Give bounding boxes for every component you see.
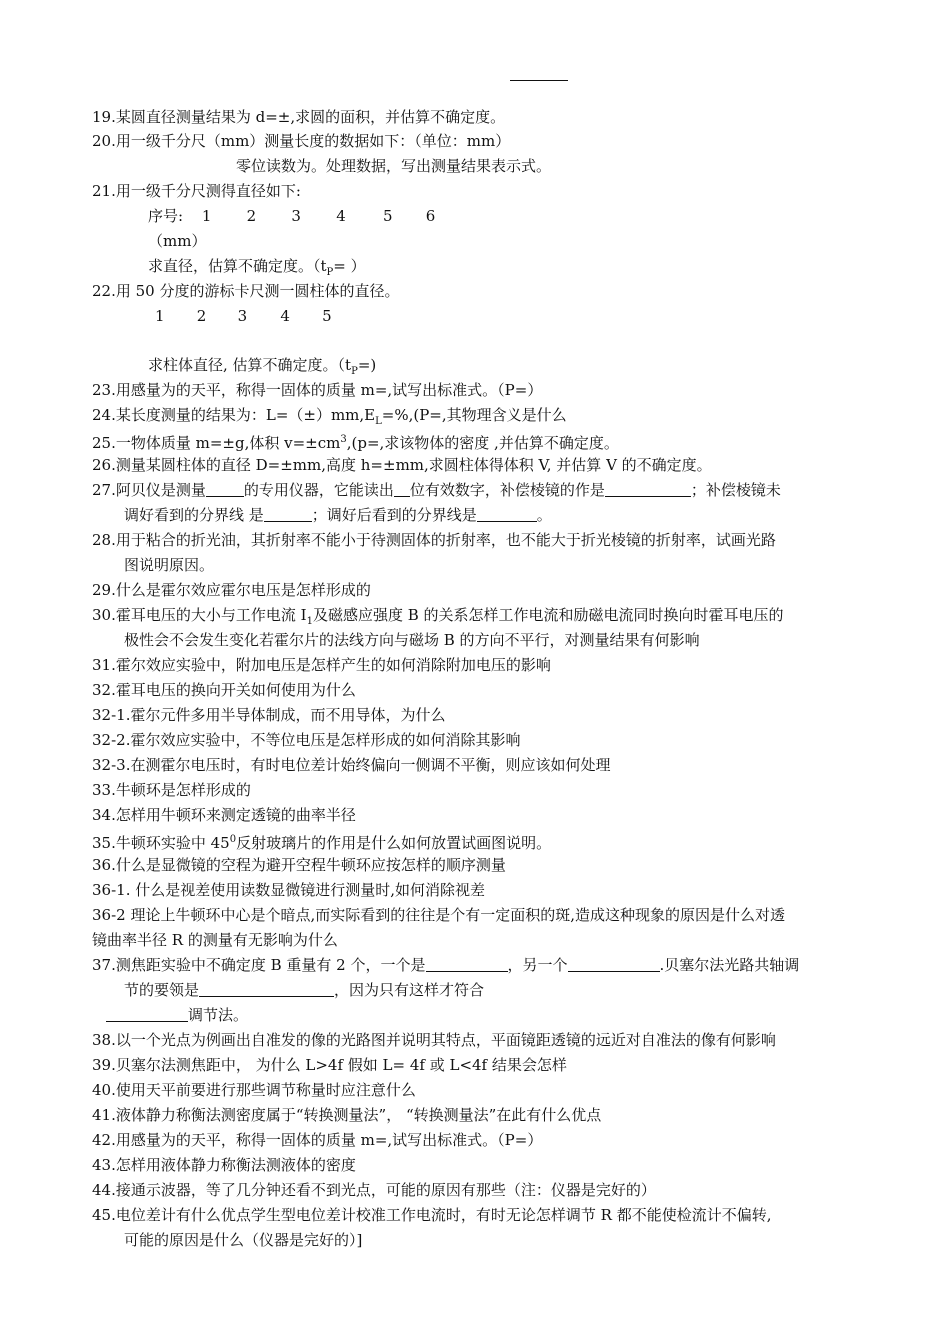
- subscript: 1: [306, 616, 313, 627]
- answer-blank: [106, 1006, 188, 1022]
- question-text: .贝塞尔法光路共轴调: [659, 956, 800, 974]
- question-37: [92, 955, 799, 975]
- question-22: 22.用 50 分度的游标卡尺测一圆柱体的直径。: [92, 282, 400, 300]
- question-text: 27.阿贝仪是测量: [92, 481, 206, 499]
- subscript: P: [326, 267, 334, 278]
- question-19: 19.某圆直径测量结果为 d=±,求圆的面积，并估算不确定度。: [92, 108, 506, 126]
- question-20-note: 零位读数为。处理数据，写出测量结果表示式。: [236, 157, 552, 175]
- question-43: 43.怎样用液体静力称衡法测液体的密度: [92, 1156, 356, 1174]
- question-36-1: 36-1. 什么是视差使用读数显微镜进行测量时,如何消除视差: [92, 881, 486, 899]
- question-22-task: [148, 355, 376, 382]
- superscript: 0: [229, 834, 237, 845]
- question-text-end: =%,(P=,其物理含义是什么: [381, 406, 567, 424]
- answer-blank: [426, 956, 508, 972]
- question-text: ，因为只有这样才符合: [334, 981, 485, 999]
- task-text: 求直径，估算不确定度。（t: [148, 257, 327, 275]
- question-text: 24.某长度测量的结果为：L=（±）mm,E: [92, 406, 376, 424]
- question-24: [92, 405, 567, 432]
- sequence-number: 4: [280, 307, 290, 325]
- answer-blank: [477, 506, 537, 522]
- question-31: 31.霍尔效应实验中，附加电压是怎样产生的如何消除附加电压的影响: [92, 656, 551, 674]
- question-text: 位有效数字，补偿棱镜的作是: [409, 481, 605, 499]
- sequence-number: 2: [196, 307, 207, 325]
- sequence-number: 4: [336, 207, 346, 225]
- question-text: 37.测焦距实验中不确定度 B 重量有 2 个，一个是: [92, 956, 426, 974]
- sequence-number: 6: [425, 207, 436, 225]
- question-text: 30.霍耳电压的大小与工作电流 I: [92, 606, 307, 624]
- question-22-sequence-row: [155, 306, 332, 326]
- task-text: 求柱体直径, 估算不确定度。（t: [148, 356, 352, 374]
- question-text: ；调好后看到的分界线是: [311, 506, 477, 524]
- superscript: 3: [340, 434, 347, 445]
- question-30: [92, 605, 784, 632]
- question-25: [92, 430, 619, 453]
- question-32-2: 32-2.霍尔效应实验中，不等位电压是怎样形成的如何消除其影响: [92, 731, 521, 749]
- task-text-end: = ）: [333, 257, 366, 275]
- question-27-continued: [124, 505, 552, 525]
- question-text: 的专用仪器，它能读出: [243, 481, 394, 499]
- question-21-task: [148, 256, 366, 283]
- question-text: 节的要领是: [124, 981, 200, 999]
- question-20: 20.用一级千分尺（mm）测量长度的数据如下：（单位：mm）: [92, 132, 511, 150]
- question-21: 21.用一级千分尺测得直径如下:: [92, 182, 301, 200]
- sequence-number: 1: [201, 207, 212, 225]
- sequence-number: 1: [155, 307, 165, 325]
- question-40: 40.使用天平前要进行那些调节称量时应注意什么: [92, 1081, 416, 1099]
- question-text: ；补偿棱镜未: [690, 481, 781, 499]
- question-27: [92, 480, 781, 500]
- question-21-unit: （mm）: [148, 232, 207, 250]
- question-30-continued: 极性会不会发生变化若霍尔片的法线方向与磁场 B 的方向不平行，对测量结果有何影响: [124, 631, 700, 649]
- sequence-number: 3: [237, 307, 248, 325]
- question-text-end: 反射玻璃片的作用是什么如何放置试画图说明。: [236, 834, 552, 852]
- question-text: 调好看到的分界线 是: [124, 506, 264, 524]
- question-45: 45.电位差计有什么优点学生型电位差计校准工作电流时，有时无论怎样调节 R 都不能使检流计不偏转,: [92, 1206, 772, 1224]
- sequence-label: 序号:: [148, 207, 184, 225]
- question-text: 。: [536, 506, 552, 524]
- task-text-end: =): [357, 356, 377, 374]
- question-26: 26.测量某圆柱体的直径 D=±mm,高度 h=±mm,求圆柱体得体积 V, 并估算 V 的不确定度。: [92, 456, 712, 474]
- question-41: 41.液体静力称衡法测密度属于“转换测量法”， “转换测量法”在此有什么优点: [92, 1106, 602, 1124]
- question-28-continued: 图说明原因。: [124, 556, 215, 574]
- question-text-end: ,(p=,求该物体的密度 ,并估算不确定度。: [346, 434, 619, 452]
- question-32: 32.霍耳电压的换向开关如何使用为什么: [92, 681, 356, 699]
- question-text: 25.一物体质量 m=±g,体积 v=±cm: [92, 434, 341, 452]
- sequence-number: 5: [382, 207, 393, 225]
- question-28: 28.用于粘合的折光油，其折射率不能小于待测固体的折射率，也不能大于折光棱镜的折射率，试画光路: [92, 531, 776, 549]
- question-text-end: 及磁感应强度 B 的关系怎样工作电流和励磁电流同时换向时霍耳电压的: [312, 606, 784, 624]
- question-34: 34.怎样用牛顿环来测定透镜的曲率半径: [92, 806, 356, 824]
- question-35: [92, 830, 551, 853]
- question-36-2: 36-2 理论上牛顿环中心是个暗点,而实际看到的往往是个有一定面积的斑,造成这种现象的原因是什么对透: [92, 906, 786, 924]
- question-text: 35.牛顿环实验中 45: [92, 834, 230, 852]
- question-29: 29.什么是霍尔效应霍尔电压是怎样形成的: [92, 581, 371, 599]
- question-36-2-continued: 镜曲率半径 R 的测量有无影响为什么: [92, 931, 338, 949]
- answer-blank: [264, 506, 312, 522]
- question-36: 36.什么是显微镜的空程为避开空程牛顿环应按怎样的顺序测量: [92, 856, 506, 874]
- answer-blank: [605, 481, 691, 497]
- question-32-1: 32-1.霍尔元件多用半导体制成，而不用导体，为什么: [92, 706, 446, 724]
- answer-blank: [199, 981, 334, 997]
- question-32-3: 32-3.在测霍尔电压时，有时电位差计始终偏向一侧调不平衡，则应该如何处理: [92, 756, 611, 774]
- sequence-number: 3: [291, 207, 301, 225]
- question-45-continued: 可能的原因是什么（仪器是完好的）]: [124, 1231, 363, 1249]
- answer-blank: [568, 956, 660, 972]
- question-37-end: [106, 1005, 248, 1025]
- question-39: 39.贝塞尔法测焦距中， 为什么 L>4f 假如 L= 4f 或 L<4f 结果会怎样: [92, 1056, 567, 1074]
- answer-blank: [394, 481, 410, 497]
- sequence-number: 2: [246, 207, 257, 225]
- question-42: 42.用感量为的天平，称得一固体的质量 m=,试写出标准式。（P=）: [92, 1131, 543, 1149]
- answer-blank: [206, 481, 244, 497]
- question-33: 33.牛顿环是怎样形成的: [92, 781, 251, 799]
- subscript: L: [375, 416, 382, 427]
- question-21-sequence-row: [148, 206, 435, 226]
- question-23: 23.用感量为的天平，称得一固体的质量 m=,试写出标准式。（P=）: [92, 381, 543, 399]
- question-44: 44.接通示波器，等了几分钟还看不到光点，可能的原因有那些（注：仪器是完好的）: [92, 1181, 656, 1199]
- question-text: 调节法。: [188, 1006, 249, 1024]
- header-rule: [510, 80, 568, 81]
- question-38: 38.以一个光点为例画出自准发的像的光路图并说明其特点，平面镜距透镜的远近对自准法的像有何影响: [92, 1031, 776, 1049]
- subscript: P: [351, 366, 358, 377]
- question-text: ，另一个: [507, 956, 568, 974]
- sequence-number: 5: [322, 307, 332, 325]
- question-37-continued: [124, 980, 484, 1000]
